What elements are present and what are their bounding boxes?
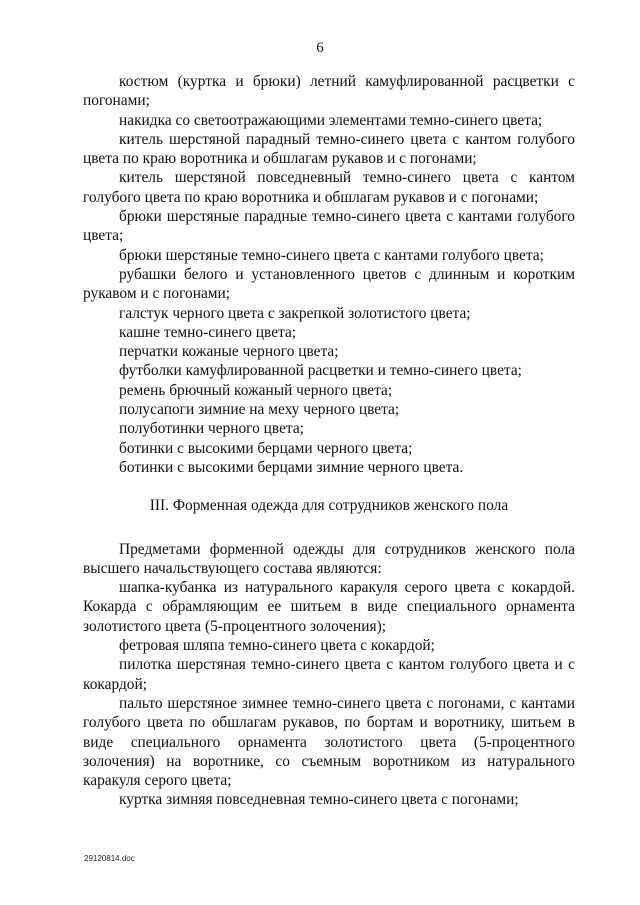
list-item: пилотка шерстяная темно-синего цвета с кантом голубого цвета и с кокардой; (83, 656, 575, 693)
list-item: куртка зимняя повседневная темно-синего цвета с погонами; (119, 791, 519, 809)
list-item: ремень брючный кожаный черного цвета; (119, 381, 393, 399)
list-item: полусапоги зимние на меху черного цвета; (119, 401, 400, 419)
list-item: брюки шерстяные парадные темно-синего цвета с кантами голубого цвета; (83, 208, 575, 245)
document-body (83, 72, 575, 810)
list-item: ботинки с высокими берцами черного цвета; (119, 439, 413, 457)
intro-paragraph: Предметами форменной одежды для сотрудников женского пола высшего начальствующего состава являются: (83, 540, 575, 577)
list-item: брюки шерстяные темно-синего цвета с кантами голубого цвета; (119, 246, 544, 264)
items-list-before (83, 72, 575, 477)
list-item: фетровая шляпа темно-синего цвета с кокардой; (119, 637, 435, 655)
list-item: шапка-кубанка из натурального каракуля серого цвета с кокардой. Кокарда с обрамляющим ее шитьем в виде специального орнамента золотистого цвета (5-процентного золочения); (83, 579, 575, 635)
footer-filename: 29120814.doc (84, 854, 135, 863)
list-item: перчатки кожаные черного цвета; (119, 343, 339, 361)
list-item: накидка со светоотражающими элементами темно-синего цвета; (119, 111, 543, 129)
list-item: костюм (куртка и брюки) летний камуфлированной расцветки с погонами; (83, 73, 575, 110)
items-list-after (83, 578, 575, 810)
list-item: кашне темно-синего цвета; (119, 323, 297, 341)
section-heading: III. Форменная одежда для сотрудников женского пола (149, 497, 509, 515)
page-number: 6 (316, 40, 324, 56)
list-item: пальто шерстяное зимнее темно-синего цвета с погонами, с кантами голубого цвета по обшлагам рукавов, по бортам и воротнику, шитьем в виде специального орнамента золотистого цвета (5-процентного золочения) на воротнике, со съемным воротником из натурального каракуля серого цвета; (83, 694, 575, 790)
list-item: полуботинки черного цвета; (119, 420, 304, 438)
list-item: китель шерстяной повседневный темно-синего цвета с кантом голубого цвета по краю воротника и обшлагам рукавов и с погонами; (83, 169, 575, 206)
list-item: ботинки с высокими берцами зимние черного цвета. (119, 458, 464, 476)
list-item: галстук черного цвета с закрепкой золотистого цвета; (119, 304, 471, 322)
list-item: футболки камуфлированной расцветки и темно-синего цвета; (119, 362, 522, 380)
list-item: рубашки белого и установленного цветов с длинным и коротким рукавом и с погонами; (83, 265, 575, 303)
list-item: китель шерстяной парадный темно-синего цвета с кантом голубого цвета по краю воротника и обшлагам рукавов и с погонами; (83, 130, 575, 168)
